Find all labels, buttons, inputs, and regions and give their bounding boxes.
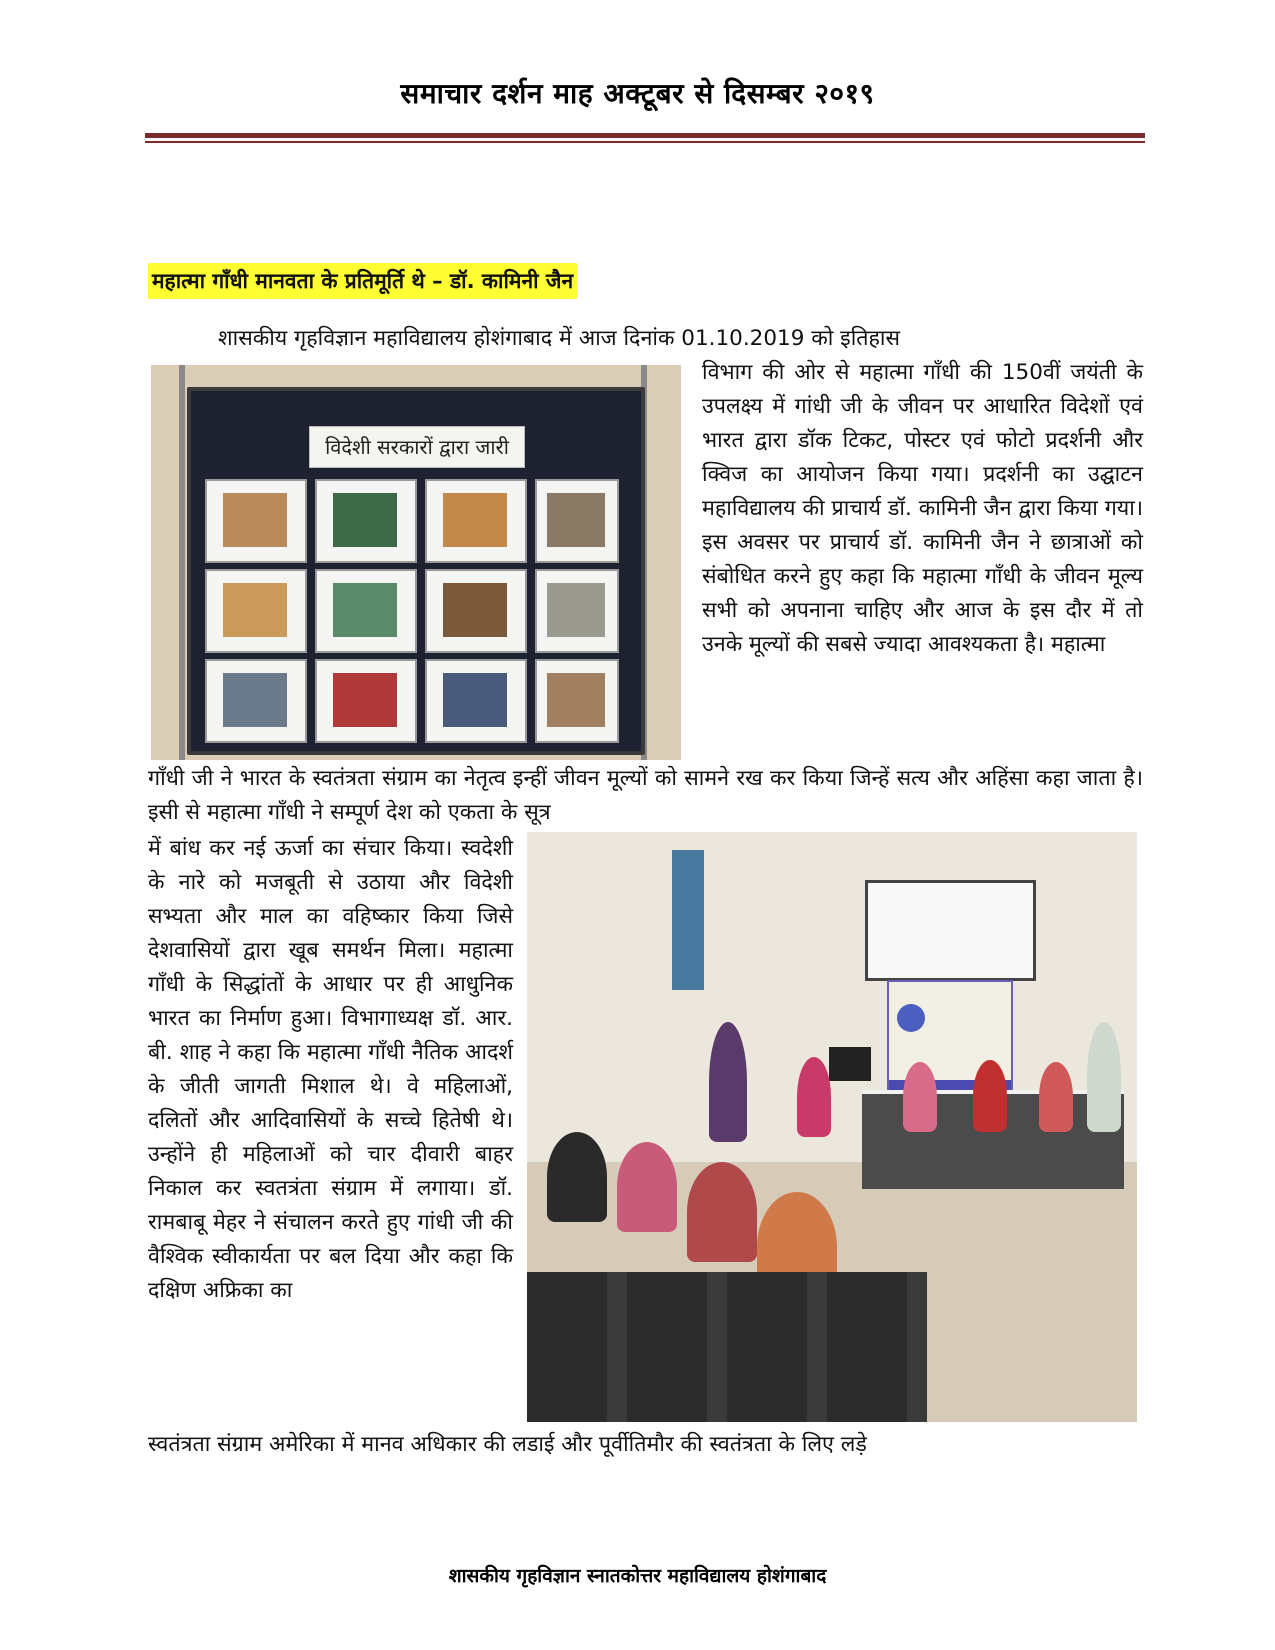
stamp-frame [425, 479, 527, 563]
article-paragraph-full: गाँधी जी ने भारत के स्वतंत्रता संग्राम का नेतृत्व इन्हीं जीवन मूल्यों को सामने रख कर किया जिन्हें सत्य और अहिंसा कहा जाता है। इसी से महात्मा गाँधी ने सम्पूर्ण देश को एकता के सूत्र [148, 766, 1143, 825]
guest-figure [1039, 1062, 1073, 1132]
audience-chairs [527, 1272, 927, 1422]
article-paragraph-intro: शासकीय गृहविज्ञान महाविद्यालय होशंगाबाद में आज दिनांक 01.10.2019 को इतिहास [218, 326, 901, 351]
article-paragraph-last: स्वतंत्रता संग्राम अमेरिका में मानव अधिकार की लडाई और पूर्वीतिमौर की स्वतंत्रता के लिए लड़े [148, 1432, 867, 1457]
stamp-frame [535, 479, 619, 563]
speaker-figure [709, 1022, 747, 1142]
projector-screen [865, 880, 1036, 981]
stamp-frame [535, 659, 619, 743]
header-rule-thin [145, 141, 1145, 143]
page-footer: शासकीय गृहविज्ञान स्नातकोत्तर महाविद्यालय होशंगाबाद [448, 1565, 827, 1587]
guest-figure [797, 1057, 831, 1137]
audience-figure [617, 1142, 677, 1232]
wall-artwork [672, 850, 704, 990]
article-paragraph-left: में बांध कर नई ऊर्जा का संचार किया। स्वदेशी के नारे को मजबूती से उठाया और विदेशी सभ्यता और माल का वहिष्कार किया जिसे देशवासियों द्वारा खूब समर्थन मिला। महात्मा गाँधी के सिद्धांतों के आधार पर ही आधुनिक भारत का निर्माण हुआ। विभागाध्यक्ष डॉ. आर. बी. शाह ने कहा कि महात्मा गाँधी नैतिक आदर्श के जीती जागती मिशाल थे। वे महिलाओं, दलितों और आदिवासियों के सच्चे हितेषी थे। उन्होंने ही महिलाओं को चार दीवारी बाहर निकाल कर स्वतत्रंता संग्राम में लगाया। डॉ. रामबाबू मेहर ने संचालन करते हुए गांधी जी की वैश्विक स्वीकार्यता पर बल दिया और कहा कि दक्षिण अफ्रिका का [148, 836, 513, 1303]
stamp-frame [425, 569, 527, 653]
stamp-frame [425, 659, 527, 743]
stamp-display-board [187, 387, 645, 755]
stamp-frame [535, 569, 619, 653]
article-paragraph-right: विभाग की ओर से महात्मा गाँधी की 150वीं जयंती के उपलक्ष्य में गांधी जी के जीवन पर आधारित विदेशों एवं भारत द्वारा डॉक टिकट, पोस्टर एवं फोटो प्रदर्शनी और क्विज का आयोजन किया गया। प्रदर्शनी का उद्घाटन महाविद्यालय की प्राचार्य डॉ. कामिनी जैन द्वारा किया गया। इस अवसर पर प्राचार्य डॉ. कामिनी जैन ने छात्राओं को संबोधित करने हुए कहा कि महात्मा गाँधी के जीवन मूल्य सभी को अपनाना चाहिए और आज के इस दौर में तो उनके मूल्यों की सबसे ज्यादा आवश्यकता है। महात्मा [702, 360, 1143, 657]
article-headline: महात्मा गाँधी मानवता के प्रतिमूर्ति थे – डॉ. कामिनी जैन [148, 263, 577, 299]
seminar-photo [527, 832, 1137, 1422]
header-rule-thick [145, 133, 1145, 138]
audience-figure [547, 1132, 607, 1222]
guest-figure [903, 1062, 937, 1132]
page-title: समाचार दर्शन माह अक्टूबर से दिसम्बर २०१९ [400, 77, 875, 110]
exhibition-sign: विदेशी सरकारों द्वारा जारी [309, 426, 525, 468]
wall-television [829, 1047, 871, 1081]
photo-stand-left [179, 365, 185, 760]
guest-figure [1087, 1022, 1121, 1132]
banner-logo [897, 1004, 925, 1032]
guest-figure [973, 1060, 1007, 1132]
stamp-frame [315, 479, 417, 563]
stamp-frame [205, 659, 307, 743]
stamp-frame [205, 569, 307, 653]
stamp-frame [205, 479, 307, 563]
stamp-frame [315, 659, 417, 743]
audience-figure [687, 1162, 757, 1262]
exhibition-photo [151, 365, 681, 760]
stamp-frame [315, 569, 417, 653]
